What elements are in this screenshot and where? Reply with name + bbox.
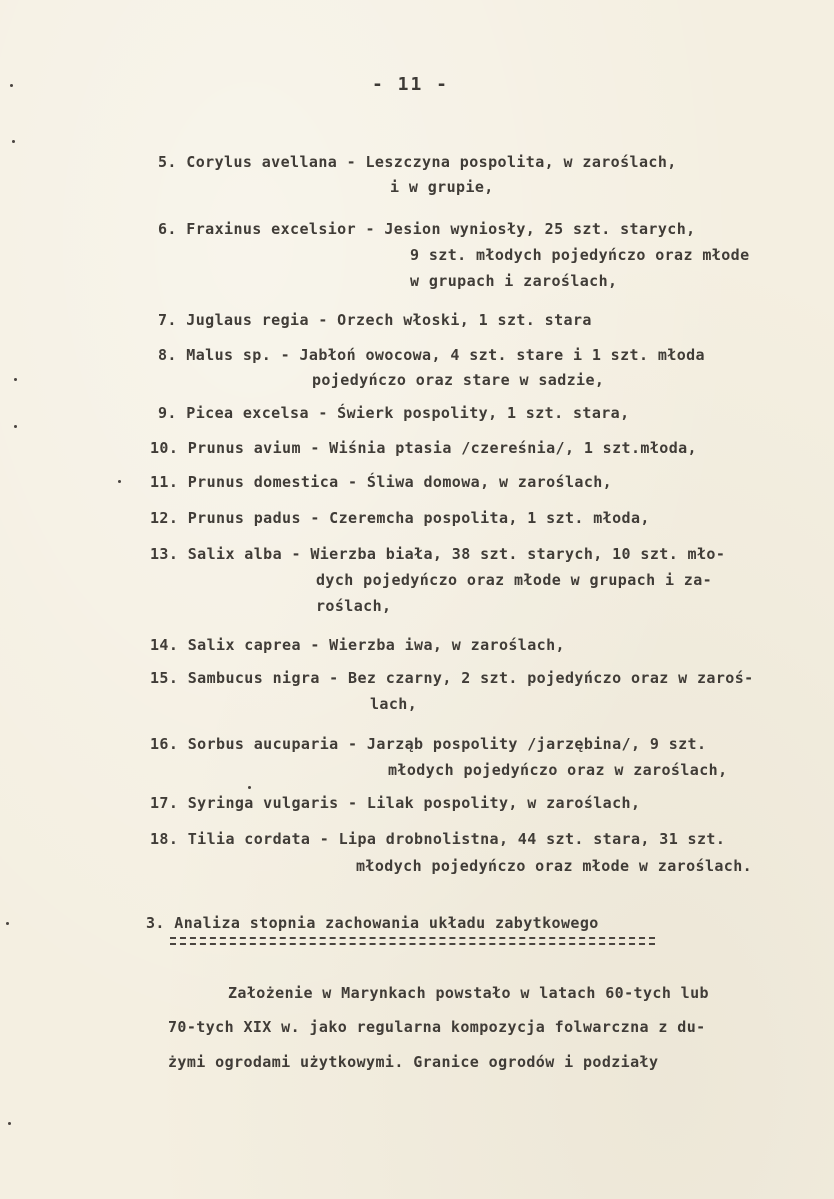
page-number: - 11 -	[372, 74, 450, 95]
entry-line: 8. Malus sp. - Jabłoń owocowa, 4 szt. stare i 1 szt. młoda	[158, 346, 705, 364]
entry-line: 7. Juglaus regia - Orzech włoski, 1 szt. stara	[158, 311, 592, 329]
scan-speck	[12, 140, 15, 143]
entry-line: młodych pojedyńczo oraz w zaroślach,	[388, 761, 728, 779]
entry-line: 18. Tilia cordata - Lipa drobnolistna, 44 szt. stara, 31 szt.	[150, 830, 726, 848]
entry-line: młodych pojedyńczo oraz młode w zaroślach.	[356, 857, 753, 875]
entry-line: lach,	[370, 695, 418, 713]
entry-line: 11. Prunus domestica - Śliwa domowa, w zaroślach,	[150, 473, 613, 491]
heading-underline	[170, 937, 655, 945]
paragraph-line: 70-tych XIX w. jako regularna kompozycja folwarczna z du-	[168, 1018, 706, 1036]
entry-line: pojedyńczo oraz stare w sadzie,	[312, 371, 605, 389]
scan-speck	[248, 786, 251, 789]
entry-line: 15. Sambucus nigra - Bez czarny, 2 szt. pojedyńczo oraz w zaroś-	[150, 669, 754, 687]
entry-line: 9 szt. młodych pojedyńczo oraz młode	[410, 246, 750, 264]
entry-line: 10. Prunus avium - Wiśnia ptasia /czereśnia/, 1 szt.młoda,	[150, 439, 697, 457]
entry-line: i w grupie,	[390, 178, 494, 196]
scan-speck	[10, 84, 13, 87]
entry-line: w grupach i zaroślach,	[410, 272, 618, 290]
entry-line: 17. Syringa vulgaris - Lilak pospolity, w zaroślach,	[150, 794, 641, 812]
entry-line: 9. Picea excelsa - Świerk pospolity, 1 szt. stara,	[158, 404, 630, 422]
entry-line: 16. Sorbus aucuparia - Jarząb pospolity /jarzębina/, 9 szt.	[150, 735, 707, 753]
entry-line: 5. Corylus avellana - Leszczyna pospolita, w zaroślach,	[158, 153, 677, 171]
entry-line: roślach,	[316, 597, 392, 615]
scan-speck	[8, 1122, 11, 1125]
entry-line: 12. Prunus padus - Czeremcha pospolita, 1 szt. młoda,	[150, 509, 650, 527]
scan-speck	[14, 425, 17, 428]
entry-line: dych pojedyńczo oraz młode w grupach i za-	[316, 571, 713, 589]
entry-line: 14. Salix caprea - Wierzba iwa, w zaroślach,	[150, 636, 565, 654]
paragraph-line: Założenie w Marynkach powstało w latach 60-tych lub	[228, 984, 709, 1002]
section-heading: 3. Analiza stopnia zachowania układu zabytkowego	[146, 914, 599, 932]
scan-speck	[6, 922, 9, 925]
entry-line: 13. Salix alba - Wierzba biała, 38 szt. starych, 10 szt. mło-	[150, 545, 726, 563]
scan-speck	[14, 378, 17, 381]
paragraph-line: żymi ogrodami użytkowymi. Granice ogrodów i podziały	[168, 1053, 659, 1071]
scan-speck	[118, 480, 121, 483]
entry-line: 6. Fraxinus excelsior - Jesion wyniosły, 25 szt. starych,	[158, 220, 696, 238]
